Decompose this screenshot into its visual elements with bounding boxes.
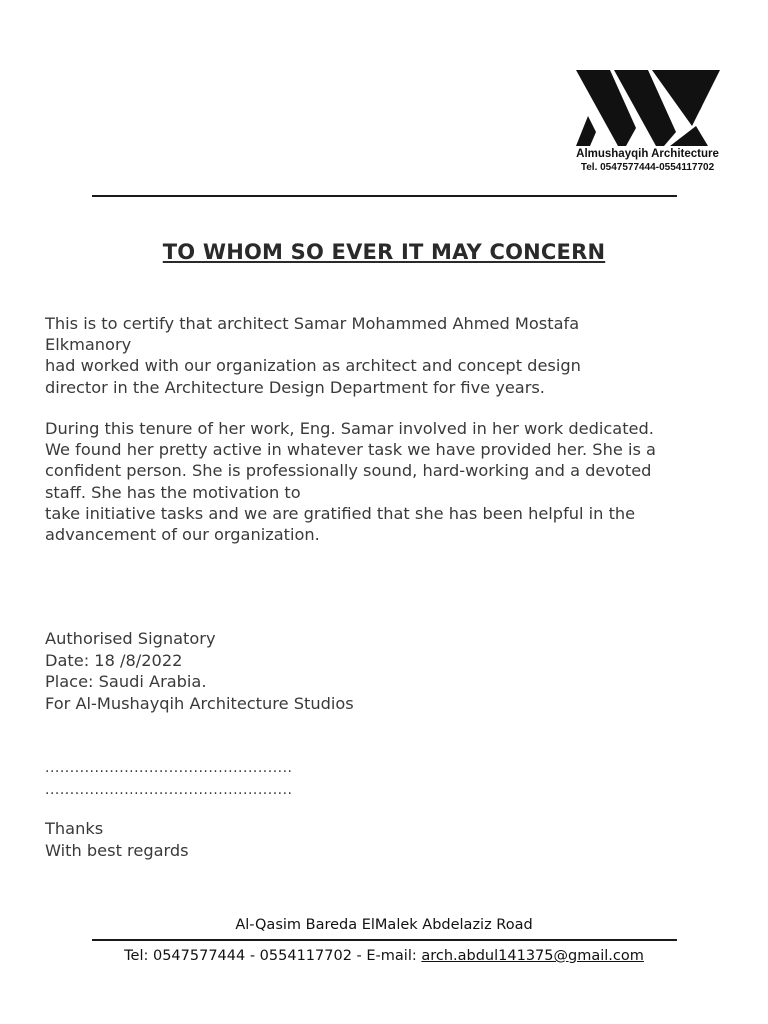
company-logo xyxy=(560,66,735,178)
closing-thanks: Thanks xyxy=(45,819,104,838)
paragraph-appraisal xyxy=(45,418,725,545)
footer-phone: Tel: 0547577444 - 0554117702 - E-mail: xyxy=(124,948,422,964)
paragraph-line: Elkmanory xyxy=(45,335,132,355)
paragraph-line: staff. She has the motivation to xyxy=(45,482,301,502)
closing-block xyxy=(45,818,189,861)
header-divider xyxy=(92,195,677,197)
signatory-block xyxy=(45,628,354,714)
paragraph-line: had worked with our organization as architect and concept design xyxy=(45,356,581,376)
signature-lines xyxy=(45,758,293,801)
paragraph-certification xyxy=(45,313,725,398)
paragraph-line: This is to certify that architect Samar Mohammed Ahmed Mostafa xyxy=(45,314,580,333)
footer-divider xyxy=(92,939,677,941)
paragraph-line: advancement of our organization. xyxy=(45,525,320,545)
footer-email-link[interactable]: arch.abdul141375@gmail.com xyxy=(421,948,644,964)
logo-phone: Tel. 0547577444-0554117702 xyxy=(580,162,715,173)
signatory-organization: For Al-Mushayqih Architecture Studios xyxy=(45,693,354,713)
logo-company-name: Almushayqih Architecture xyxy=(576,148,719,160)
signature-dotted-line: .................................................. xyxy=(45,760,293,776)
paragraph-line: director in the Architecture Design Department for five years. xyxy=(45,377,545,397)
paragraph-line: During this tenure of her work, Eng. Samar involved in her work dedicated. xyxy=(45,419,654,438)
footer-contact xyxy=(0,948,768,964)
paragraph-line: confident person. She is professionally sound, hard-working and a devoted xyxy=(45,461,652,481)
letter-title: TO WHOM SO EVER IT MAY CONCERN xyxy=(162,240,606,264)
logo-mark-icon xyxy=(574,70,720,146)
signatory-date: Date: 18 /8/2022 xyxy=(45,650,183,670)
paragraph-line: take initiative tasks and we are gratified that she has been helpful in the xyxy=(45,503,636,523)
paragraph-line: We found her pretty active in whatever task we have provided her. She is a xyxy=(45,440,656,460)
footer-address: Al-Qasim Bareda ElMalek Abdelaziz Road xyxy=(235,917,533,933)
closing-regards: With best regards xyxy=(45,840,189,860)
signatory-label: Authorised Signatory xyxy=(45,629,216,648)
signature-dotted-line: .................................................. xyxy=(45,781,293,798)
signatory-place: Place: Saudi Arabia. xyxy=(45,672,207,691)
